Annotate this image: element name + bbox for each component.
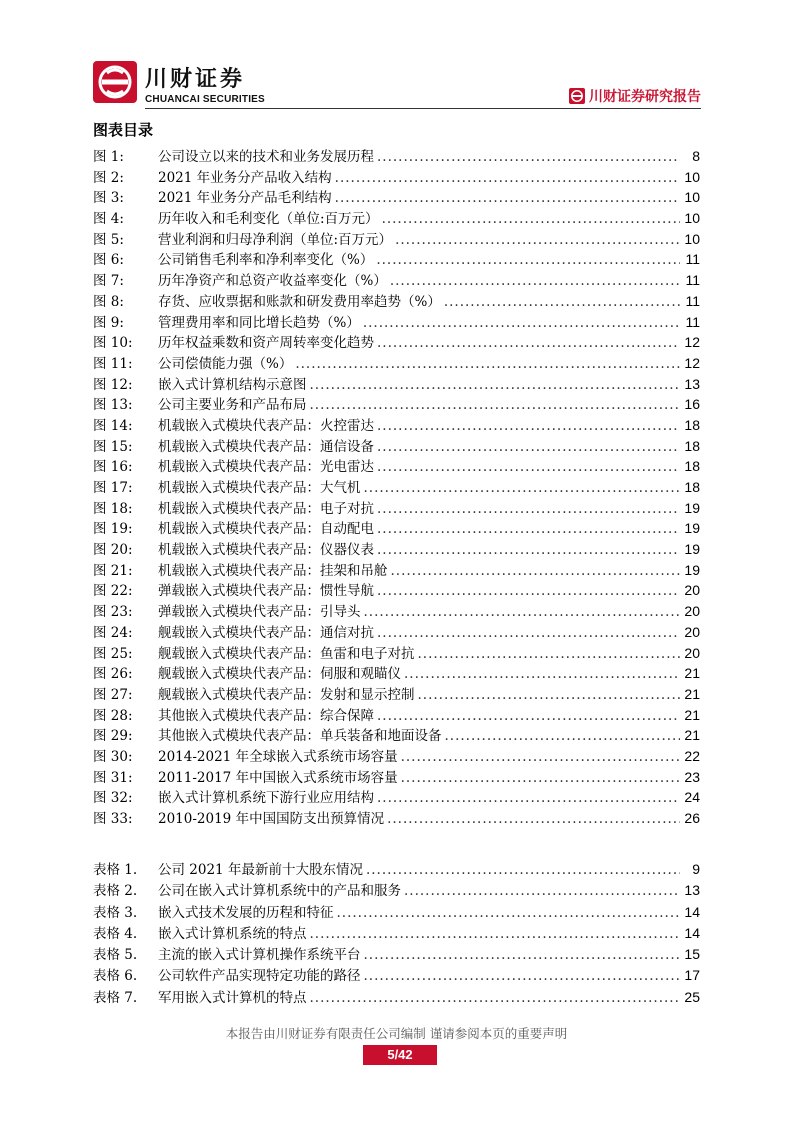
entry-title: 机载嵌入式模块代表产品：光电雷达 bbox=[158, 459, 374, 476]
entry-page: 18 bbox=[684, 416, 700, 433]
entry-number: 图 1: bbox=[93, 149, 124, 165]
entry-title: 存货、应收票据和账款和研发费用率趋势（%） bbox=[158, 293, 441, 310]
dot-leader bbox=[364, 604, 681, 620]
dot-leader bbox=[364, 968, 681, 984]
table-entry[interactable] bbox=[93, 879, 700, 900]
entry-number: 图 32: bbox=[93, 790, 133, 807]
entry-number: 图 24: bbox=[93, 624, 133, 641]
entry-page: 11 bbox=[685, 272, 700, 289]
figure-entry[interactable] bbox=[93, 662, 700, 683]
header-divider bbox=[145, 108, 701, 109]
entry-page: 19 bbox=[684, 561, 700, 578]
dot-leader bbox=[377, 335, 680, 351]
entry-page: 19 bbox=[684, 520, 700, 537]
figure-entry[interactable] bbox=[93, 683, 700, 704]
dot-leader bbox=[391, 563, 681, 579]
dot-leader bbox=[310, 397, 681, 413]
figure-entry[interactable] bbox=[93, 414, 700, 435]
entry-number: 图 26: bbox=[93, 666, 133, 683]
dot-leader bbox=[377, 708, 680, 724]
entry-number: 表格 1. bbox=[93, 862, 138, 878]
entry-number: 图 28: bbox=[93, 707, 133, 724]
entry-number: 图 2: bbox=[93, 169, 124, 186]
entry-title: 历年净资产和总资产收益率变化（%） bbox=[158, 273, 387, 290]
entry-number: 图 29: bbox=[93, 728, 133, 745]
figure-entry[interactable] bbox=[93, 559, 700, 580]
entry-number: 图 9: bbox=[93, 314, 124, 331]
entry-page: 11 bbox=[685, 313, 700, 330]
figure-entry[interactable] bbox=[93, 186, 700, 207]
entry-number: 表格 7. bbox=[93, 989, 138, 1006]
table-entry[interactable] bbox=[93, 964, 700, 985]
entry-title: 嵌入式计算机结构示意图 bbox=[158, 376, 307, 393]
brand-small-icon bbox=[569, 88, 585, 104]
entry-page: 23 bbox=[684, 768, 700, 785]
entry-number: 图 10: bbox=[93, 335, 133, 352]
entry-number: 图 16: bbox=[93, 459, 133, 476]
entry-number: 图 18: bbox=[93, 500, 133, 517]
entry-number: 图 7: bbox=[93, 273, 124, 290]
entry-title: 舰载嵌入式模块代表产品：鱼雷和电子对抗 bbox=[158, 645, 415, 662]
entry-title: 机载嵌入式模块代表产品：电子对抗 bbox=[158, 500, 374, 517]
brand-name-en: CHUANCAI SECURITIES bbox=[145, 94, 265, 105]
entry-page: 19 bbox=[684, 499, 700, 516]
figure-entry[interactable] bbox=[93, 331, 700, 352]
figure-entry[interactable] bbox=[93, 248, 700, 269]
chuancai-logo-icon bbox=[93, 61, 137, 103]
entry-page: 15 bbox=[684, 946, 700, 963]
entry-page: 12 bbox=[684, 334, 700, 351]
brand-name-cn: 川财证券 bbox=[145, 67, 246, 92]
dot-leader bbox=[445, 728, 681, 744]
table-entry[interactable] bbox=[93, 858, 700, 879]
figure-entry[interactable] bbox=[93, 497, 700, 518]
figure-entry[interactable] bbox=[93, 393, 700, 414]
entry-number: 图 23: bbox=[93, 604, 133, 621]
dot-leader bbox=[377, 583, 680, 599]
dot-leader bbox=[364, 480, 681, 496]
dot-leader bbox=[377, 418, 680, 434]
figure-entry[interactable] bbox=[93, 352, 700, 373]
entry-page: 22 bbox=[684, 747, 700, 764]
entry-title: 营业利润和归母净利润（单位:百万元） bbox=[158, 231, 393, 248]
entry-number: 表格 4. bbox=[93, 925, 138, 942]
entry-page: 10 bbox=[684, 230, 700, 247]
entry-page: 9 bbox=[692, 861, 700, 877]
entry-title: 嵌入式计算机系统下游行业应用结构 bbox=[158, 790, 374, 807]
entry-title: 2021 年业务分产品毛利结构 bbox=[158, 190, 332, 207]
entry-page: 20 bbox=[684, 644, 700, 661]
entry-page: 18 bbox=[684, 479, 700, 495]
entry-page: 11 bbox=[685, 292, 700, 309]
dot-leader bbox=[377, 501, 680, 517]
figure-entry[interactable] bbox=[93, 642, 700, 663]
entry-number: 图 6: bbox=[93, 252, 124, 269]
dot-leader bbox=[377, 521, 680, 537]
entry-page: 18 bbox=[684, 437, 700, 454]
entry-title: 2010-2019 年中国国防支出预算情况 bbox=[158, 811, 385, 827]
dot-leader bbox=[404, 666, 680, 682]
entry-number: 图 4: bbox=[93, 211, 124, 228]
entry-title: 军用嵌入式计算机的特点 bbox=[158, 989, 307, 1006]
figure-entry[interactable] bbox=[93, 724, 700, 745]
dot-leader bbox=[390, 273, 680, 289]
entry-title: 公司 2021 年最新前十大股东情况 bbox=[158, 862, 363, 878]
entry-page: 20 bbox=[684, 582, 700, 599]
figure-entry[interactable] bbox=[93, 579, 700, 600]
entry-title: 管理费用率和同比增长趋势（%） bbox=[158, 314, 360, 331]
page-header bbox=[93, 58, 701, 114]
entry-title: 历年权益乘数和资产周转率变化趋势 bbox=[158, 335, 374, 352]
figure-entry[interactable] bbox=[93, 807, 700, 828]
entry-title: 机载嵌入式模块代表产品：通信设备 bbox=[158, 438, 374, 455]
table-entry[interactable] bbox=[93, 901, 700, 922]
entry-title: 历年收入和毛利变化（单位:百万元） bbox=[158, 211, 379, 228]
dot-leader bbox=[310, 377, 681, 393]
figure-entry[interactable] bbox=[93, 517, 700, 538]
entry-number: 图 14: bbox=[93, 417, 133, 434]
entry-page: 21 bbox=[684, 685, 700, 702]
entry-page: 21 bbox=[684, 727, 700, 744]
entry-number: 表格 5. bbox=[93, 947, 138, 964]
entry-title: 舰载嵌入式模块代表产品：发射和显示控制 bbox=[158, 686, 415, 703]
entry-page: 10 bbox=[684, 189, 700, 206]
entry-number: 图 25: bbox=[93, 645, 133, 662]
entry-title: 公司软件产品实现特定功能的路径 bbox=[158, 968, 361, 985]
entry-number: 图 11: bbox=[93, 355, 133, 372]
figure-list bbox=[93, 145, 700, 828]
entry-title: 嵌入式计算机系统的特点 bbox=[158, 925, 307, 942]
dot-leader bbox=[387, 811, 680, 827]
dot-leader bbox=[337, 905, 681, 921]
dot-leader bbox=[382, 211, 680, 227]
entry-page: 8 bbox=[692, 148, 700, 164]
dot-leader bbox=[377, 149, 680, 165]
entry-page: 24 bbox=[684, 789, 700, 806]
dot-leader bbox=[310, 926, 681, 942]
entry-number: 图 22: bbox=[93, 583, 133, 600]
section-title: 图表目录 bbox=[93, 121, 154, 139]
figure-entry[interactable] bbox=[93, 600, 700, 621]
entry-page: 13 bbox=[684, 882, 700, 899]
dot-leader bbox=[363, 315, 680, 331]
dot-leader bbox=[364, 947, 681, 963]
table-entry[interactable] bbox=[93, 986, 700, 1007]
figure-entry[interactable] bbox=[93, 435, 700, 456]
figure-entry[interactable] bbox=[93, 145, 700, 166]
entry-title: 嵌入式技术发展的历程和特征 bbox=[158, 904, 334, 921]
figure-entry[interactable] bbox=[93, 621, 700, 642]
entry-page: 19 bbox=[684, 541, 700, 558]
figure-entry[interactable] bbox=[93, 207, 700, 228]
figure-entry[interactable] bbox=[93, 786, 700, 807]
entry-title: 机载嵌入式模块代表产品：火控雷达 bbox=[158, 417, 374, 434]
dot-leader bbox=[377, 790, 680, 806]
entry-page: 11 bbox=[685, 251, 700, 268]
entry-number: 图 8: bbox=[93, 293, 124, 310]
entry-page: 26 bbox=[684, 810, 700, 826]
figure-entry[interactable] bbox=[93, 166, 700, 187]
entry-number: 图 30: bbox=[93, 748, 133, 765]
dot-leader bbox=[418, 646, 681, 662]
entry-title: 其他嵌入式模块代表产品：综合保障 bbox=[158, 707, 374, 724]
entry-number: 图 31: bbox=[93, 769, 133, 786]
entry-page: 17 bbox=[684, 967, 700, 984]
entry-title: 弹载嵌入式模块代表产品：引导头 bbox=[158, 604, 361, 621]
entry-number: 图 19: bbox=[93, 521, 133, 538]
entry-title: 2021 年业务分产品收入结构 bbox=[158, 169, 332, 186]
dot-leader bbox=[418, 687, 681, 703]
figure-entry[interactable] bbox=[93, 538, 700, 559]
entry-title: 其他嵌入式模块代表产品：单兵装备和地面设备 bbox=[158, 728, 442, 745]
report-label bbox=[569, 86, 701, 106]
entry-title: 公司销售毛利率和净利率变化（%） bbox=[158, 252, 374, 269]
entry-number: 图 33: bbox=[93, 811, 133, 827]
dot-leader bbox=[310, 990, 681, 1006]
entry-title: 公司设立以来的技术和业务发展历程 bbox=[158, 149, 374, 165]
dot-leader bbox=[404, 883, 680, 899]
entry-number: 图 13: bbox=[93, 397, 133, 414]
dot-leader bbox=[335, 170, 680, 186]
entry-page: 21 bbox=[684, 665, 700, 682]
entry-title: 公司在嵌入式计算机系统中的产品和服务 bbox=[158, 883, 401, 900]
entry-title: 2014-2021 年全球嵌入式系统市场容量 bbox=[158, 748, 398, 765]
entry-title: 主流的嵌入式计算机操作系统平台 bbox=[158, 947, 361, 964]
figure-entry[interactable] bbox=[93, 228, 700, 249]
entry-page: 20 bbox=[684, 603, 700, 620]
figure-entry[interactable] bbox=[93, 311, 700, 332]
table-list bbox=[93, 858, 700, 1007]
figure-entry[interactable] bbox=[93, 290, 700, 311]
report-label-text: 川财证券研究报告 bbox=[589, 89, 701, 105]
entry-title: 舰载嵌入式模块代表产品：伺服和观瞄仪 bbox=[158, 666, 401, 683]
figure-entry[interactable] bbox=[93, 704, 700, 725]
entry-title: 机载嵌入式模块代表产品：大气机 bbox=[158, 480, 361, 496]
dot-leader bbox=[377, 439, 680, 455]
entry-page: 14 bbox=[684, 903, 700, 920]
dot-leader bbox=[295, 356, 680, 372]
footer-disclaimer: 本报告由川财证券有限责任公司编制 谨请参阅本页的重要声明 bbox=[225, 1026, 568, 1041]
entry-page: 13 bbox=[684, 375, 700, 392]
entry-number: 图 20: bbox=[93, 542, 133, 559]
entry-page: 14 bbox=[684, 924, 700, 941]
dot-leader bbox=[444, 294, 680, 310]
entry-number: 图 12: bbox=[93, 376, 133, 393]
entry-title: 弹载嵌入式模块代表产品：惯性导航 bbox=[158, 583, 374, 600]
page-number-badge: 5/42 bbox=[363, 1045, 437, 1065]
entry-number: 图 5: bbox=[93, 231, 124, 248]
entry-title: 舰载嵌入式模块代表产品：通信对抗 bbox=[158, 624, 374, 641]
figure-entry[interactable] bbox=[93, 373, 700, 394]
dot-leader bbox=[366, 862, 680, 878]
dot-leader bbox=[377, 625, 680, 641]
entry-title: 机载嵌入式模块代表产品：仪器仪表 bbox=[158, 542, 374, 559]
entry-page: 12 bbox=[684, 354, 700, 371]
dot-leader bbox=[376, 252, 680, 268]
entry-title: 2011-2017 年中国嵌入式系统市场容量 bbox=[158, 769, 398, 786]
entry-title: 公司偿债能力强（%） bbox=[158, 355, 293, 372]
table-entry[interactable] bbox=[93, 922, 700, 943]
figure-entry[interactable] bbox=[93, 269, 700, 290]
figure-entry[interactable] bbox=[93, 766, 700, 787]
entry-number: 表格 2. bbox=[93, 883, 138, 900]
entry-page: 16 bbox=[684, 396, 700, 413]
entry-title: 机载嵌入式模块代表产品：自动配电 bbox=[158, 521, 374, 538]
entry-number: 表格 3. bbox=[93, 904, 138, 921]
dot-leader bbox=[401, 770, 680, 786]
entry-number: 图 3: bbox=[93, 190, 124, 207]
figure-entry[interactable] bbox=[93, 745, 700, 766]
entry-number: 表格 6. bbox=[93, 968, 138, 985]
entry-page: 10 bbox=[684, 210, 700, 227]
figure-entry[interactable] bbox=[93, 476, 700, 497]
dot-leader bbox=[401, 749, 680, 765]
entry-title: 机载嵌入式模块代表产品：挂架和吊舱 bbox=[158, 562, 388, 579]
entry-page: 18 bbox=[684, 458, 700, 475]
dot-leader bbox=[377, 542, 680, 558]
entry-number: 图 15: bbox=[93, 438, 133, 455]
entry-page: 20 bbox=[684, 623, 700, 640]
dot-leader bbox=[335, 190, 680, 206]
entry-number: 图 17: bbox=[93, 480, 133, 496]
figure-entry[interactable] bbox=[93, 455, 700, 476]
entry-number: 图 27: bbox=[93, 686, 133, 703]
entry-page: 25 bbox=[684, 988, 700, 1005]
table-entry[interactable] bbox=[93, 943, 700, 964]
dot-leader bbox=[395, 232, 680, 248]
dot-leader bbox=[377, 459, 680, 475]
entry-page: 21 bbox=[684, 706, 700, 723]
entry-page: 10 bbox=[684, 168, 700, 185]
entry-number: 图 21: bbox=[93, 562, 133, 579]
entry-title: 公司主要业务和产品布局 bbox=[158, 397, 307, 414]
